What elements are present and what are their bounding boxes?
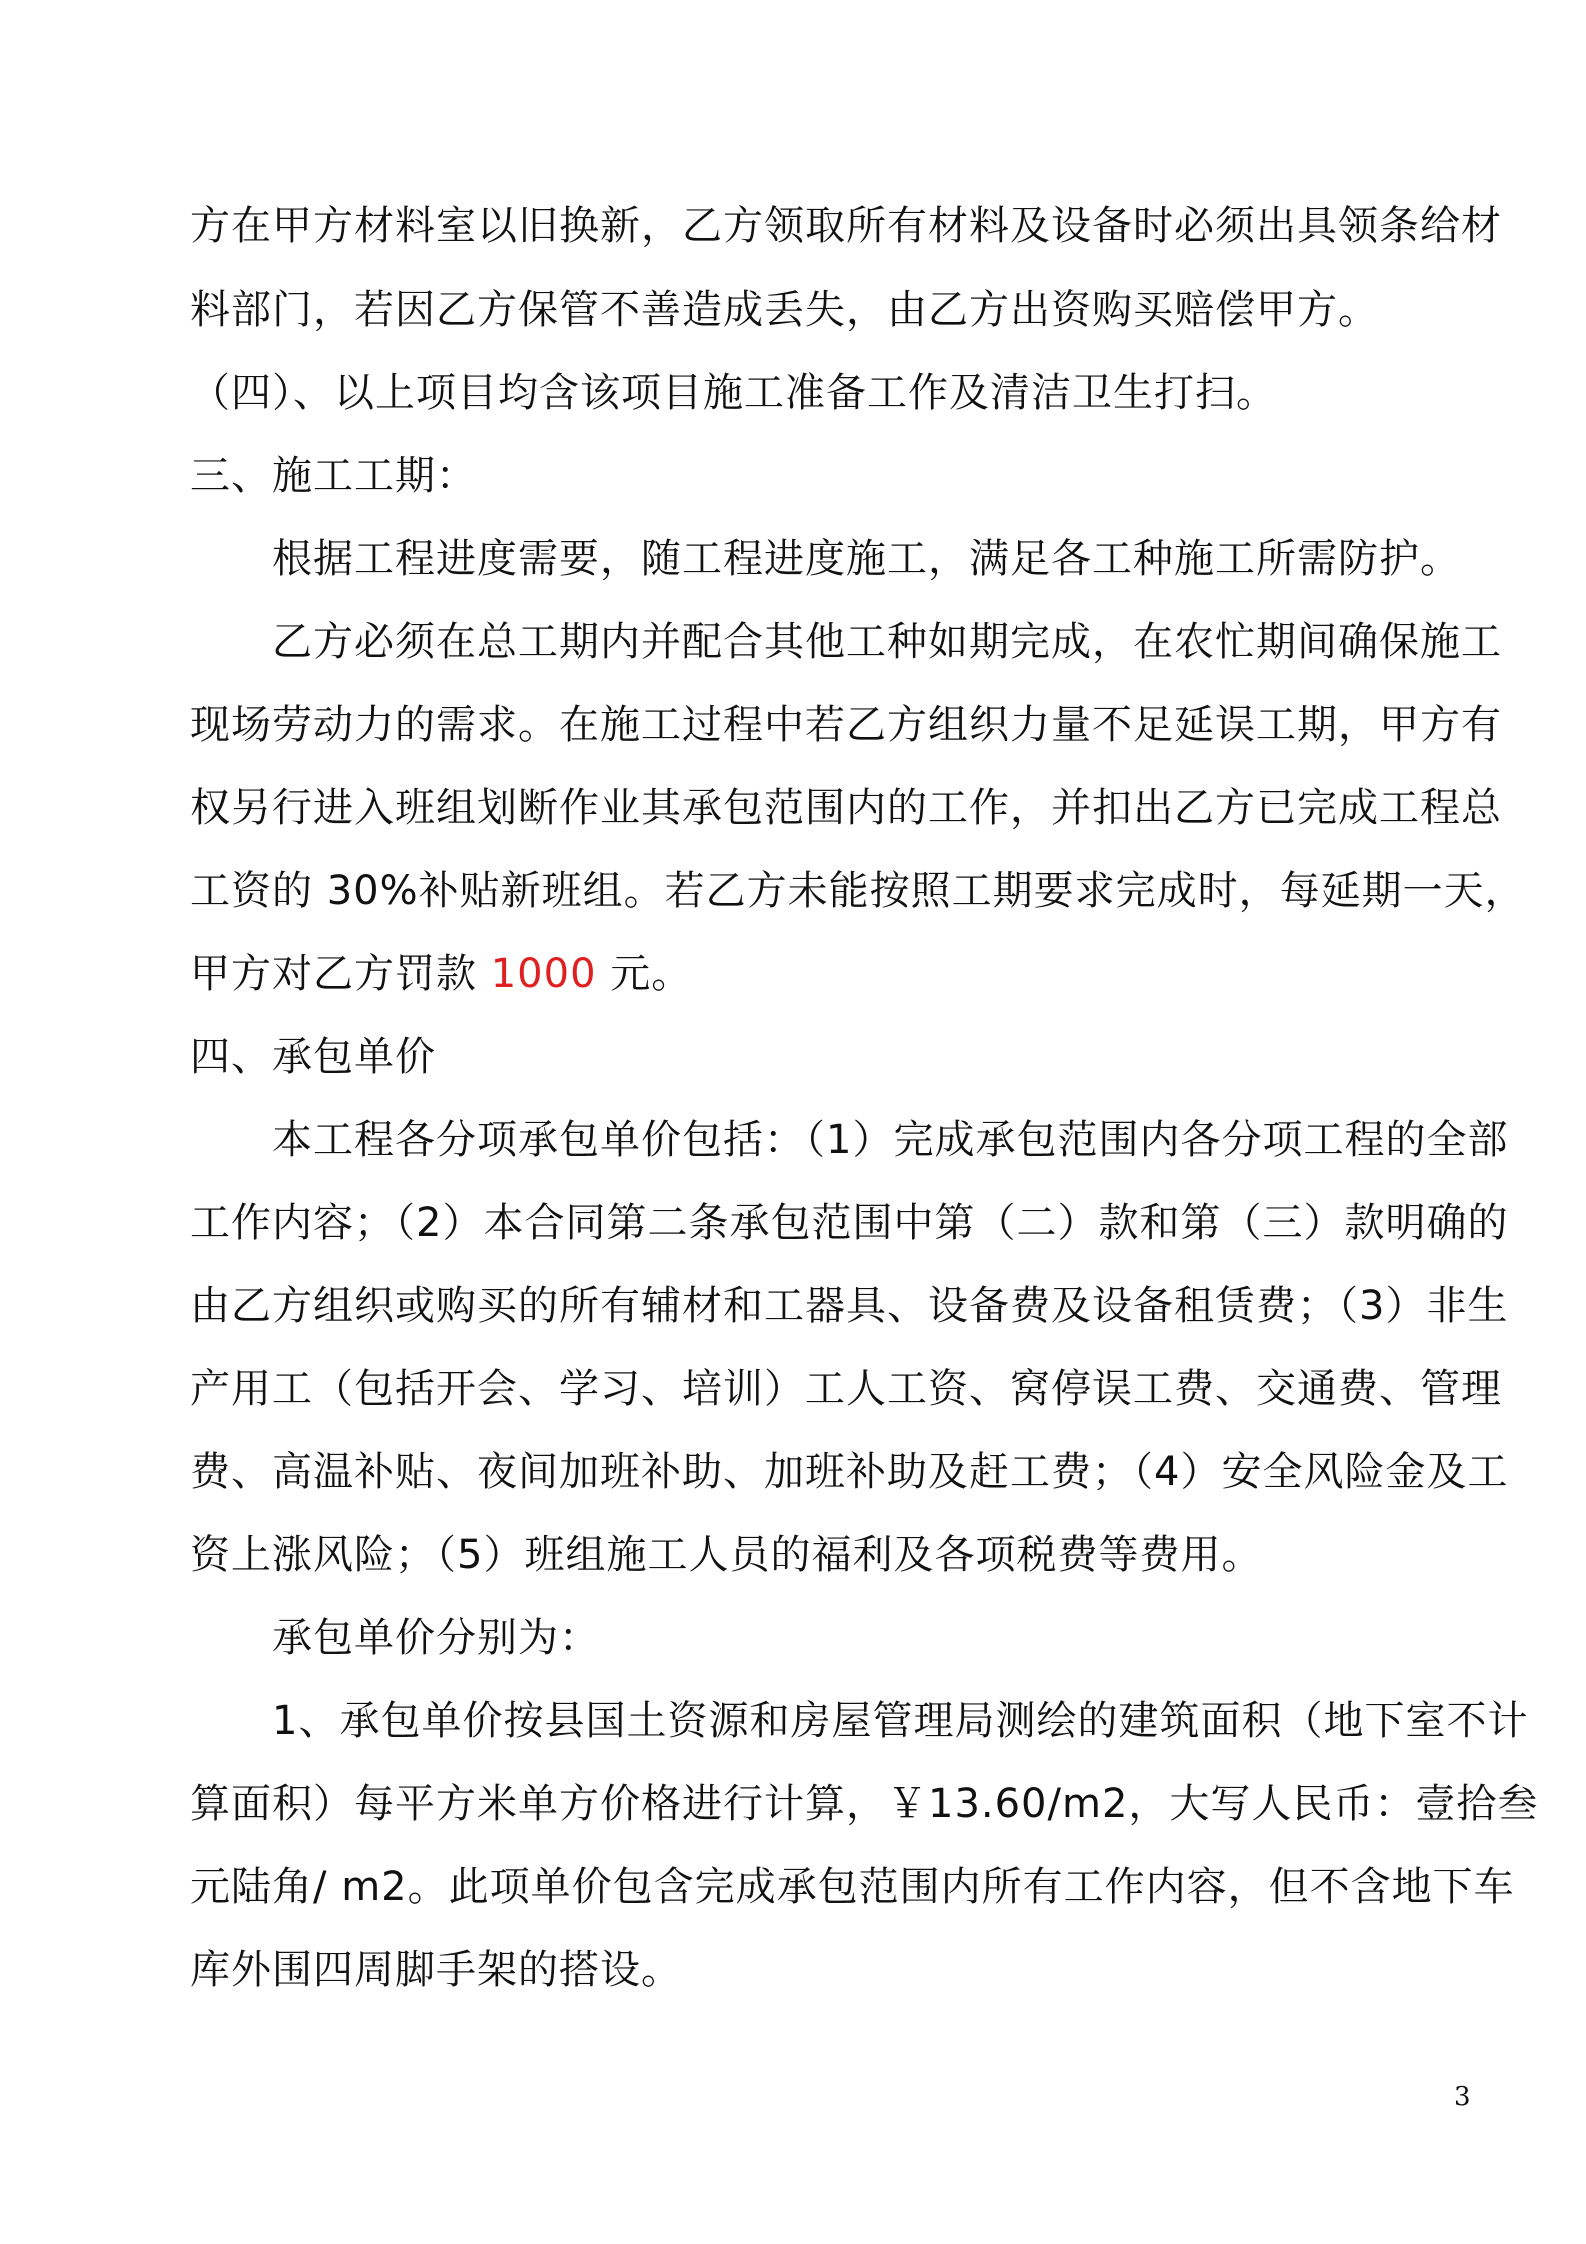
text-line: 工资的 30%补贴新班组。若乙方未能按照工期要求完成时，每延期一天， [190, 868, 1526, 914]
text-line: （四）、以上项目均含该项目施工准备工作及清洁卫生打扫。 [190, 370, 1277, 416]
text-line: 库外围四周脚手架的搭设。 [190, 1947, 682, 1993]
text-line: 算面积）每平方米单方价格进行计算，￥13.60/m2，大写人民币：壹拾叁 [190, 1781, 1539, 1827]
section-heading-3: 三、施工工期： [190, 453, 477, 499]
penalty-unit: 元。 [610, 951, 693, 997]
penalty-text: 甲方对乙方罚款 [190, 951, 477, 997]
text-line: 产用工（包括开会、学习、培训）工人工资、窝停误工费、交通费、管理 [190, 1366, 1502, 1412]
text-line: 工作内容；（2）本合同第二条承包范围中第（二）款和第（三）款明确的 [190, 1200, 1509, 1246]
text-line: 资上涨风险；（5）班组施工人员的福利及各项税费等费用。 [190, 1532, 1263, 1578]
section-heading-4: 四、承包单价 [190, 1034, 436, 1080]
text-line [190, 939, 692, 1009]
penalty-amount: 1000 [490, 951, 597, 997]
text-line: 承包单价分别为： [272, 1615, 600, 1661]
text-line: 根据工程进度需要，随工程进度施工，满足各工种施工所需防护。 [272, 536, 1461, 582]
text-line: 现场劳动力的需求。在施工过程中若乙方组织力量不足延误工期，甲方有 [190, 702, 1502, 748]
text-line: 方在甲方材料室以旧换新，乙方领取所有材料及设备时必须出具领条给材 [190, 203, 1502, 249]
text-line: 本工程各分项承包单价包括：（1）完成承包范围内各分项工程的全部 [272, 1117, 1509, 1163]
text-line: 料部门，若因乙方保管不善造成丢失，由乙方出资购买赔偿甲方。 [190, 287, 1379, 333]
page-number: 3 [1454, 2082, 1471, 2112]
text-line: 由乙方组织或购买的所有辅材和工器具、设备费及设备租赁费；（3）非生 [190, 1283, 1509, 1329]
text-line: 乙方必须在总工期内并配合其他工种如期完成，在农忙期间确保施工 [272, 619, 1502, 665]
text-line: 权另行进入班组划断作业其承包范围内的工作，并扣出乙方已完成工程总 [190, 785, 1502, 831]
text-line: 元陆角/ m2。此项单价包含完成承包范围内所有工作内容，但不含地下车 [190, 1864, 1515, 1910]
text-line: 1、承包单价按县国土资源和房屋管理局测绘的建筑面积（地下室不计 [272, 1698, 1529, 1744]
text-line: 费、高温补贴、夜间加班补助、加班补助及赶工费；（4）安全风险金及工 [190, 1449, 1509, 1495]
